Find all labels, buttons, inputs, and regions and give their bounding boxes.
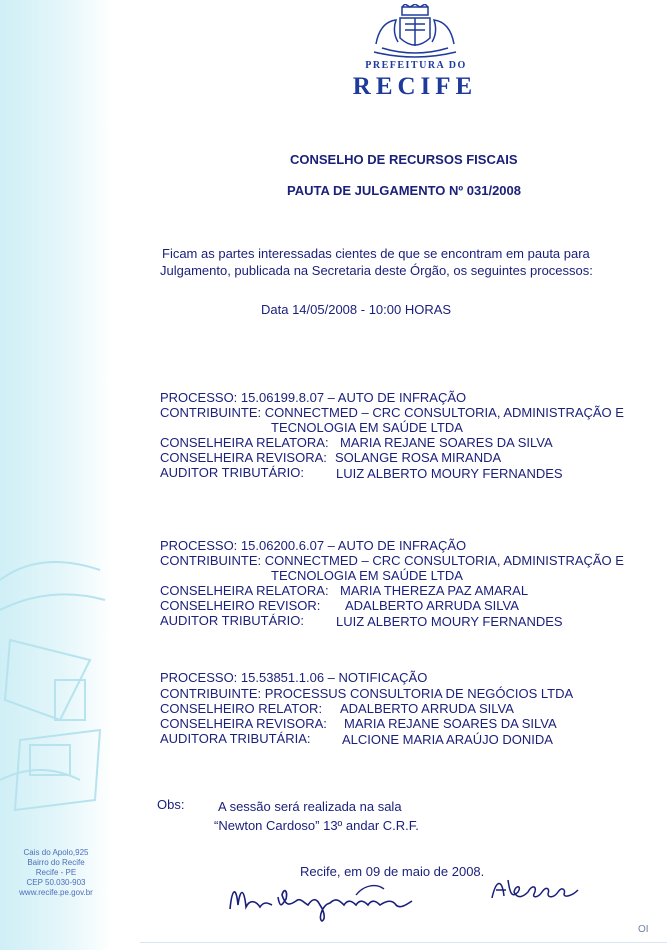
address-city: Recife - PE: [35, 868, 77, 877]
place-and-date: Recife, em 09 de maio de 2008.: [300, 864, 485, 879]
process-1-relator-name: MARIA REJANE SOARES DA SILVA: [340, 435, 553, 450]
page-mark: OI: [638, 924, 649, 935]
process-2-relator-name: MARIA THEREZA PAZ AMARAL: [340, 583, 529, 598]
process-3-number: PROCESSO: 15.53851.1.06 – NOTIFICAÇÃO: [160, 670, 428, 685]
bottom-divider: [140, 942, 667, 943]
intro-line-2: Julgamento, publicada na Secretaria deste Órgão, os seguintes processos:: [160, 263, 593, 278]
obs-line-1: A sessão será realizada na sala: [218, 799, 402, 814]
header-prefeitura: PREFEITURA DO: [365, 60, 467, 71]
address-block: [0, 848, 112, 898]
process-3-revisor-label: CONSELHEIRA REVISORA:: [160, 716, 327, 731]
process-2-revisor-name: ADALBERTO ARRUDA SILVA: [345, 598, 519, 613]
signature-maria-thereza-icon: [226, 875, 426, 923]
address-website: www.recife.pe.gov.br: [19, 888, 93, 897]
header-city-name: RECIFE: [352, 73, 478, 100]
intro-line-1: Ficam as partes interessadas cientes de que se encontram em pauta para: [162, 246, 590, 261]
process-2-number: PROCESSO: 15.06200.6.07 – AUTO DE INFRAÇÃO: [160, 538, 467, 553]
address-zip: CEP 50.030-903: [26, 878, 86, 887]
process-1-relator-label: CONSELHEIRA RELATORA:: [160, 435, 329, 450]
obs-line-2: “Newton Cardoso” 13º andar C.R.F.: [214, 818, 419, 833]
city-watermark-icon: [0, 540, 112, 840]
process-3-revisor-name: MARIA REJANE SOARES DA SILVA: [344, 716, 557, 731]
process-3-auditor-label: AUDITORA TRIBUTÁRIA:: [160, 731, 311, 746]
process-2-auditor-name: LUIZ ALBERTO MOURY FERNANDES: [336, 614, 563, 629]
process-1-auditor-label: AUDITOR TRIBUTÁRIO:: [160, 465, 304, 480]
decorative-sidebar: [0, 0, 112, 950]
session-date: Data 14/05/2008 - 10:00 HORAS: [261, 302, 452, 317]
coat-of-arms-icon: [372, 4, 458, 60]
process-1-contribuinte-cont: TECNOLOGIA EM SAÚDE LTDA: [271, 420, 463, 435]
process-1-contribuinte: CONTRIBUINTE: CONNECTMED – CRC CONSULTORIA, ADMINISTRAÇÃO E: [160, 405, 624, 420]
address-neighborhood: Bairro do Recife: [27, 858, 85, 867]
process-2-auditor-label: AUDITOR TRIBUTÁRIO:: [160, 613, 304, 628]
process-3-contribuinte: CONTRIBUINTE: PROCESSUS CONSULTORIA DE NEGÓCIOS LTDA: [160, 686, 574, 701]
signature-abdoces-icon: [488, 874, 584, 904]
process-1-auditor-name: LUIZ ALBERTO MOURY FERNANDES: [336, 466, 563, 481]
process-2-contribuinte-cont: TECNOLOGIA EM SAÚDE LTDA: [271, 568, 463, 583]
address-street: Cais do Apolo,925: [23, 848, 89, 857]
process-3-relator-label: CONSELHEIRO RELATOR:: [160, 701, 323, 716]
process-1-revisor-name: SOLANGE ROSA MIRANDA: [335, 450, 502, 465]
process-2-contribuinte: CONTRIBUINTE: CONNECTMED – CRC CONSULTORIA, ADMINISTRAÇÃO E: [160, 553, 624, 568]
process-2-relator-label: CONSELHEIRA RELATORA:: [160, 583, 329, 598]
process-1-number: PROCESSO: 15.06199.8.07 – AUTO DE INFRAÇÃO: [160, 390, 467, 405]
process-2-revisor-label: CONSELHEIRO REVISOR:: [160, 598, 321, 613]
document-title: CONSELHO DE RECURSOS FISCAIS: [290, 152, 518, 167]
process-1-revisor-label: CONSELHEIRA REVISORA:: [160, 450, 327, 465]
process-3-relator-name: ADALBERTO ARRUDA SILVA: [340, 701, 514, 716]
obs-label: Obs:: [157, 797, 185, 812]
process-3-auditor-name: ALCIONE MARIA ARAÚJO DONIDA: [342, 732, 553, 747]
document-subtitle: PAUTA DE JULGAMENTO Nº 031/2008: [287, 183, 521, 198]
